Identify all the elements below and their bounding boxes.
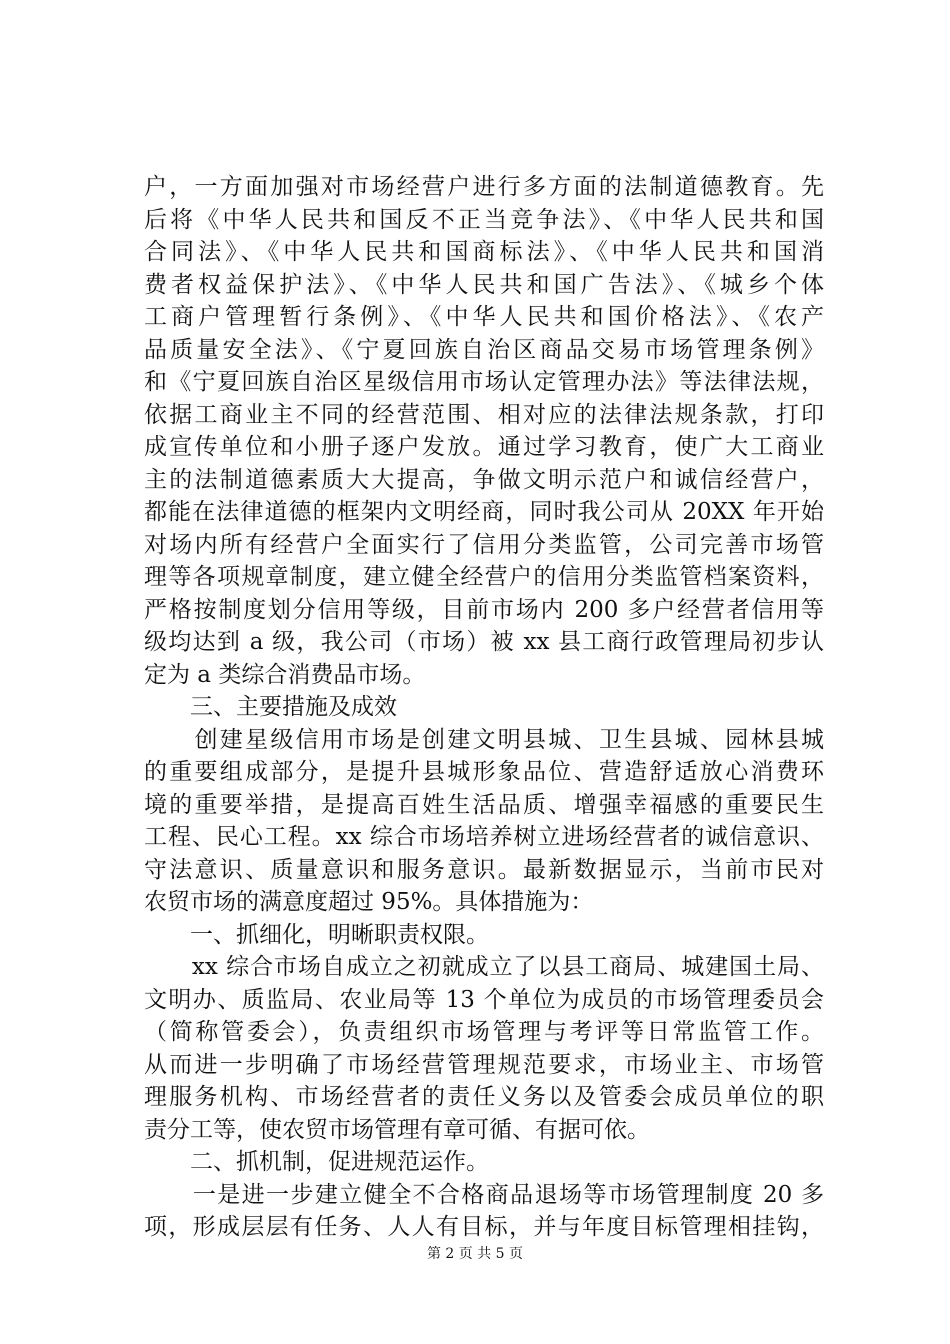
text-line: 户，一方面加强对市场经营户进行多方面的法制道德教育。先: [144, 174, 824, 200]
text-line: 品质量安全法》、《宁夏回族自治区商品交易市场管理条例》: [144, 336, 824, 363]
text-line: 一、抓细化，明晰职责权限。: [144, 921, 489, 948]
text-line: 成宣传单位和小册子逐户发放。通过学习教育，使广大工商业: [144, 434, 824, 460]
text-line: 农贸市场的满意度超过 95%。具体措施为：: [144, 889, 594, 915]
document-body: [144, 171, 824, 1244]
text-line: 合同法》、《中华人民共和国商标法》、《中华人民共和国消: [144, 239, 824, 265]
text-line: 从而进一步明确了市场经营管理规范要求，市场业主、市场管: [144, 1051, 824, 1078]
text-line: 主的法制道德素质大大提高，争做文明示范户和诚信经营户，: [144, 466, 824, 493]
text-line: 依据工商业主不同的经营范围、相对应的法律法规条款，打印: [144, 401, 824, 428]
text-line: 对场内所有经营户全面实行了信用分类监管，公司完善市场管: [144, 531, 824, 558]
text-line: 后将《中华人民共和国反不正当竞争法》、《中华人民共和国: [144, 206, 824, 233]
page-footer: 第 2 页 共 5 页: [426, 1246, 524, 1262]
text-line: 创建星级信用市场是创建文明县城、卫生县城、园林县城: [144, 726, 824, 753]
text-line: 理等各项规章制度，建立健全经营户的信用分类监管档案资料，: [144, 564, 824, 590]
text-line: 的重要组成部分，是提升县城形象品位、营造舒适放心消费环: [144, 759, 824, 785]
text-line: 工商户管理暂行条例》、《中华人民共和国价格法》、《农产: [144, 304, 824, 330]
text-line: 和《宁夏回族自治区星级信用市场认定管理办法》等法律法规，: [144, 369, 824, 395]
text-line: 责分工等，使农贸市场管理有章可循、有据可依。: [144, 1116, 650, 1143]
text-line: 都能在法律道德的框架内文明经商，同时我公司从 20XX 年开始: [144, 499, 824, 525]
text-line: 一是进一步建立健全不合格商品退场等市场管理制度 20 多: [144, 1181, 824, 1208]
text-line: 守法意识、质量意识和服务意识。最新数据显示，当前市民对: [144, 856, 824, 883]
text-line: xx 综合市场自成立之初就成立了以县工商局、城建国土局、: [144, 954, 824, 980]
text-line: 费者权益保护法》、《中华人民共和国广告法》、《城乡个体: [144, 271, 824, 298]
text-line: 定为 a 类综合消费品市场。: [144, 661, 426, 688]
text-line: 级均达到 a 级，我公司（市场）被 xx 县工商行政管理局初步认: [144, 629, 824, 655]
text-line: 理服务机构、市场经营者的责任义务以及管委会成员单位的职: [144, 1084, 824, 1110]
text-line: 境的重要举措，是提高百姓生活品质、增强幸福感的重要民生: [144, 791, 824, 818]
text-line: 二、抓机制，促进规范运作。: [144, 1149, 489, 1175]
text-line: （简称管委会），负责组织市场管理与考评等日常监管工作。: [144, 1019, 824, 1045]
text-line: 文明办、质监局、农业局等 13 个单位为成员的市场管理委员会: [144, 986, 824, 1013]
text-line: 工程、民心工程。xx 综合市场培养树立进场经营者的诚信意识、: [144, 824, 824, 850]
text-line: 项，形成层层有任务、人人有目标，并与年度目标管理相挂钩，: [144, 1214, 824, 1240]
text-line: 三、主要措施及成效: [144, 694, 397, 720]
text-line: 严格按制度划分信用等级，目前市场内 200 多户经营者信用等: [144, 596, 824, 623]
